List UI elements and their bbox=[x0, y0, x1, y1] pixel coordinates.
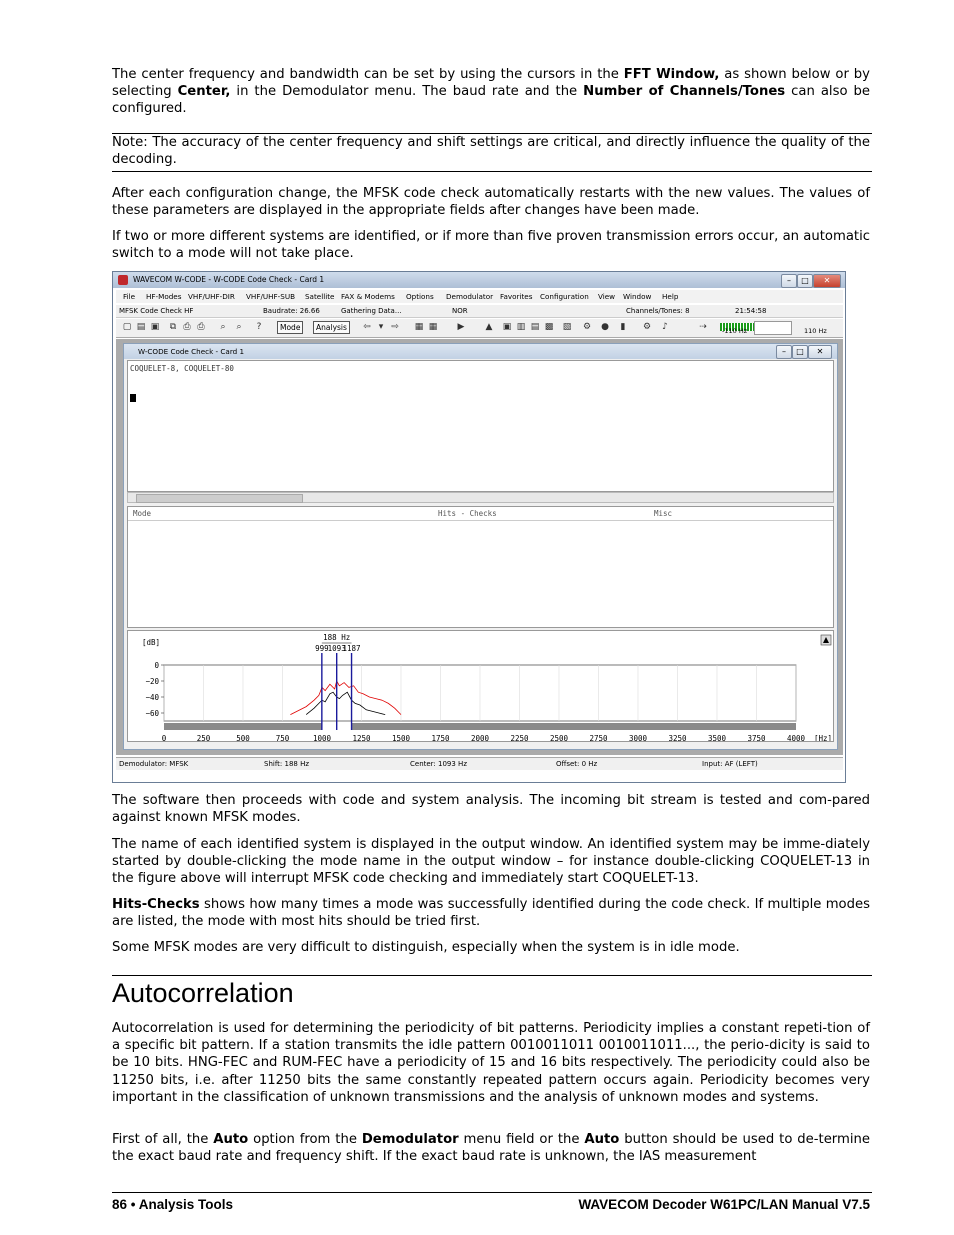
print-icon[interactable]: ⎙ bbox=[183, 322, 191, 332]
menu-file[interactable]: File bbox=[123, 292, 136, 301]
copy-icon[interactable]: ⧉ bbox=[169, 322, 177, 332]
menu-vhf-dir[interactable]: VHF/UHF-DIR bbox=[188, 292, 235, 301]
bars-icon[interactable]: ▥ bbox=[516, 322, 526, 332]
status-channels: Channels/Tones: 8 bbox=[626, 307, 690, 315]
output-text[interactable]: COQUELET-8, COQUELET-80 bbox=[130, 364, 234, 373]
x-tick-label: 2000 bbox=[470, 734, 490, 741]
fft-window[interactable] bbox=[127, 630, 834, 742]
output-window[interactable] bbox=[127, 360, 834, 492]
x-tick-label: 2250 bbox=[510, 734, 529, 741]
bottom-status-bar bbox=[116, 757, 843, 770]
frequency-band-bar bbox=[164, 723, 796, 730]
analysis-paragraph: The software then proceeds with code and system analysis. The incoming bit stream is tested and com-pared against known MFSK modes. bbox=[112, 793, 870, 826]
bottom-input: Input: AF (LEFT) bbox=[702, 760, 758, 768]
help-icon[interactable]: ? bbox=[256, 322, 262, 332]
app-title: WAVECOM W-CODE - W-CODE Code Check - Card 1 bbox=[133, 275, 325, 284]
x-tick-label: 1000 bbox=[312, 734, 332, 741]
col-hits-checks[interactable]: Hits - Checks bbox=[438, 509, 497, 518]
text-cursor bbox=[130, 394, 136, 402]
y-tick-label: 0 bbox=[154, 661, 159, 670]
section-heading: Autocorrelation bbox=[112, 978, 294, 1008]
cursor-label: 999 bbox=[315, 644, 329, 653]
identified-paragraph: The name of each identified system is displayed in the output window. An identified system may be imme-diately started by double-clicking the mode name in the output window – for instance double-clicking COQUELET-13 in the figure above will interrupt MFSK code checking and immediately start COQUELET-13. bbox=[112, 837, 870, 887]
cursor-label: 1187 bbox=[342, 644, 361, 653]
status-nor: NOR bbox=[452, 307, 468, 315]
bottom-offset: Offset: 0 Hz bbox=[556, 760, 598, 768]
x-tick-label: 3000 bbox=[628, 734, 648, 741]
y-tick-label: −20 bbox=[145, 677, 159, 686]
arrow-right-icon[interactable]: ⇨ bbox=[391, 322, 399, 332]
child-minimize-icon[interactable]: – bbox=[776, 345, 792, 359]
wcode-screenshot bbox=[112, 271, 846, 783]
close-icon[interactable]: ✕ bbox=[813, 274, 841, 288]
col-mode[interactable]: Mode bbox=[133, 509, 152, 518]
x-tick-label: 1750 bbox=[431, 734, 450, 741]
menu-hf-modes[interactable]: HF-Modes bbox=[146, 292, 182, 301]
level-left-label: -110 Hz bbox=[722, 327, 748, 335]
camera-icon[interactable]: ▣ bbox=[502, 322, 512, 332]
heading-rule bbox=[112, 975, 872, 976]
x-tick-label: 500 bbox=[236, 734, 250, 741]
footer-rule bbox=[112, 1192, 872, 1193]
scroll-thumb[interactable] bbox=[136, 494, 303, 503]
menu-window[interactable]: Window bbox=[623, 292, 652, 301]
x-tick-label: 2750 bbox=[589, 734, 608, 741]
idle-paragraph: Some MFSK modes are very difficult to distinguish, especially when the system is in idle mode. bbox=[112, 940, 740, 955]
child-close-icon[interactable]: ✕ bbox=[808, 345, 832, 359]
menu-configuration[interactable]: Configuration bbox=[540, 292, 589, 301]
tuning-indicator bbox=[754, 321, 792, 335]
status-time: 21:54:58 bbox=[735, 307, 767, 315]
menu-view[interactable]: View bbox=[598, 292, 616, 301]
bottom-shift: Shift: 188 Hz bbox=[264, 760, 310, 768]
menu-favorites[interactable]: Favorites bbox=[500, 292, 533, 301]
note-paragraph: Note: The accuracy of the center frequency and shift settings are critical, and directly influence the quality of the decoding. bbox=[112, 135, 870, 168]
menu-help[interactable]: Help bbox=[662, 292, 679, 301]
rate-icon[interactable]: ⚙ bbox=[582, 322, 592, 332]
x-tick-label: 0 bbox=[161, 734, 167, 741]
hits-header bbox=[128, 507, 833, 521]
child-titlebar bbox=[124, 344, 837, 359]
spectrum-icon[interactable]: ▧ bbox=[562, 322, 572, 332]
level-right-label: 110 Hz bbox=[804, 327, 827, 335]
speaker-icon[interactable]: ♪ bbox=[662, 322, 668, 332]
auto-paragraph: First of all, the Auto option from the Demodulator menu field or the Auto button should be used to de-termine the exact baud rate and frequency shift. If the exact baud rate is unknown, the IAS measurement bbox=[112, 1132, 870, 1165]
status-baud: Baudrate: 26.66 bbox=[263, 307, 320, 315]
x-tick-label: 1250 bbox=[352, 734, 371, 741]
switch-paragraph: If two or more different systems are identified, or if more than five proven transmission errors occur, an automatic switch to a mode will not take place. bbox=[112, 229, 870, 262]
status-row bbox=[116, 305, 843, 318]
intro-paragraph: The center frequency and bandwidth can be set by using the cursors in the FFT Window, as shown below or by selecting Center, in the Demodulator menu. The baud rate and the Number of Channels/Tones can also be configured. bbox=[112, 67, 870, 117]
arrow-left-icon[interactable]: ⇦ bbox=[363, 322, 371, 332]
x-tick-label: 3250 bbox=[668, 734, 687, 741]
footer-left: 86 • Analysis Tools bbox=[112, 1197, 234, 1212]
toolbar bbox=[116, 319, 843, 338]
menu-fax-modems[interactable]: FAX & Modems bbox=[341, 292, 395, 301]
new-icon[interactable]: ▢ bbox=[122, 322, 132, 332]
status-mode: MFSK Code Check HF bbox=[119, 307, 194, 315]
y-tick-label: −60 bbox=[145, 709, 159, 718]
demod-icon[interactable]: ▦ bbox=[414, 322, 424, 332]
bottom-center: Center: 1093 Hz bbox=[410, 760, 467, 768]
menu-options[interactable]: Options bbox=[406, 292, 434, 301]
x-tick-label: 2500 bbox=[549, 734, 569, 741]
mdi-area bbox=[116, 339, 843, 755]
arrow-down-icon[interactable]: ▾ bbox=[378, 322, 384, 332]
menu-vhf-sub[interactable]: VHF/UHF-SUB bbox=[246, 292, 296, 301]
autocorr-paragraph: Autocorrelation is used for determining the periodicity of bit patterns. Periodicity implies a constant repeti-tion of a specific bit pattern. If a station transmits the idle pattern 0010011011 0010011011..., the perio-dicity is said to be 10 bits. HNG-FEC and RUM-FEC have a periodicity of 15 and 16 bits respectively. The periodicity could also be 11250 bits, i.e. after 11250 bits the same constantly repeated pattern occurs again. Periodicity becomes very important in the classification of unknown transmissions and the analysis of unknown modes and systems. bbox=[112, 1021, 870, 1105]
print-preview-icon[interactable]: ⎙ bbox=[197, 322, 205, 332]
pause-icon[interactable]: ▮ bbox=[620, 322, 626, 332]
x-tick-label: 750 bbox=[275, 734, 290, 741]
find-icon[interactable]: ⌕ bbox=[220, 322, 226, 332]
col-misc[interactable]: Misc bbox=[654, 509, 673, 518]
code-check-window bbox=[123, 343, 838, 750]
footer-right: WAVECOM Decoder W61PC/LAN Manual V7.5 bbox=[578, 1197, 870, 1212]
status-gathering: Gathering Data... bbox=[341, 307, 402, 315]
demod-alt-icon[interactable]: ▦ bbox=[428, 322, 438, 332]
x-tick-label: 3500 bbox=[707, 734, 727, 741]
x-tick-label: 1500 bbox=[391, 734, 411, 741]
hits-paragraph: Hits-Checks shows how many times a mode was successfully identified during the code check. If multiple modes are listed, the mode with most hits should be tried first. bbox=[112, 897, 870, 930]
gain-icon[interactable]: ⇢ bbox=[699, 322, 707, 332]
y-axis-label: [dB] bbox=[142, 638, 161, 647]
fft-chart[interactable] bbox=[128, 631, 833, 741]
record-icon[interactable]: ● bbox=[601, 322, 609, 332]
menu-demodulator[interactable]: Demodulator bbox=[446, 292, 494, 301]
x-tick-label: 250 bbox=[196, 734, 211, 741]
child-maximize-icon[interactable]: □ bbox=[792, 345, 808, 359]
menu-bar bbox=[116, 290, 843, 303]
menu-satellite[interactable]: Satellite bbox=[305, 292, 335, 301]
shift-label: 188 Hz bbox=[323, 633, 351, 642]
restart-paragraph: After each configuration change, the MFSK code check automatically restarts with the new values. The values of these parameters are displayed in the appropriate fields after changes have been made. bbox=[112, 186, 870, 219]
color-grid-icon[interactable]: ▩ bbox=[544, 322, 554, 332]
app-titlebar bbox=[113, 272, 845, 288]
note-bottom-rule bbox=[112, 171, 872, 172]
gear-icon[interactable]: ⚙ bbox=[642, 322, 652, 332]
x-tick-label: 4000 bbox=[786, 734, 806, 741]
grid-icon[interactable]: ▤ bbox=[530, 322, 540, 332]
cursor-label: 1093 bbox=[327, 644, 346, 653]
maximize-icon[interactable]: □ bbox=[797, 274, 813, 288]
x-axis-label: [Hz] bbox=[814, 734, 833, 741]
hits-checks-window[interactable] bbox=[127, 506, 834, 628]
mode-button[interactable]: Mode bbox=[277, 321, 303, 334]
horizontal-scrollbar[interactable] bbox=[127, 492, 834, 503]
wavecom-logo-icon bbox=[118, 275, 128, 285]
play-icon[interactable]: ▶ bbox=[457, 322, 465, 332]
bottom-demod: Demodulator: MFSK bbox=[119, 760, 189, 768]
open-icon[interactable]: ▤ bbox=[136, 322, 146, 332]
signal-icon[interactable]: ▲ bbox=[485, 322, 493, 332]
find-next-icon[interactable]: ⌕ bbox=[236, 322, 242, 332]
save-icon[interactable]: ▣ bbox=[150, 322, 160, 332]
analysis-button[interactable]: Analysis bbox=[313, 321, 350, 334]
child-title: W-CODE Code Check - Card 1 bbox=[138, 347, 245, 356]
x-tick-label: 3750 bbox=[747, 734, 766, 741]
minimize-icon[interactable]: – bbox=[781, 274, 797, 288]
y-tick-label: −40 bbox=[145, 693, 159, 702]
